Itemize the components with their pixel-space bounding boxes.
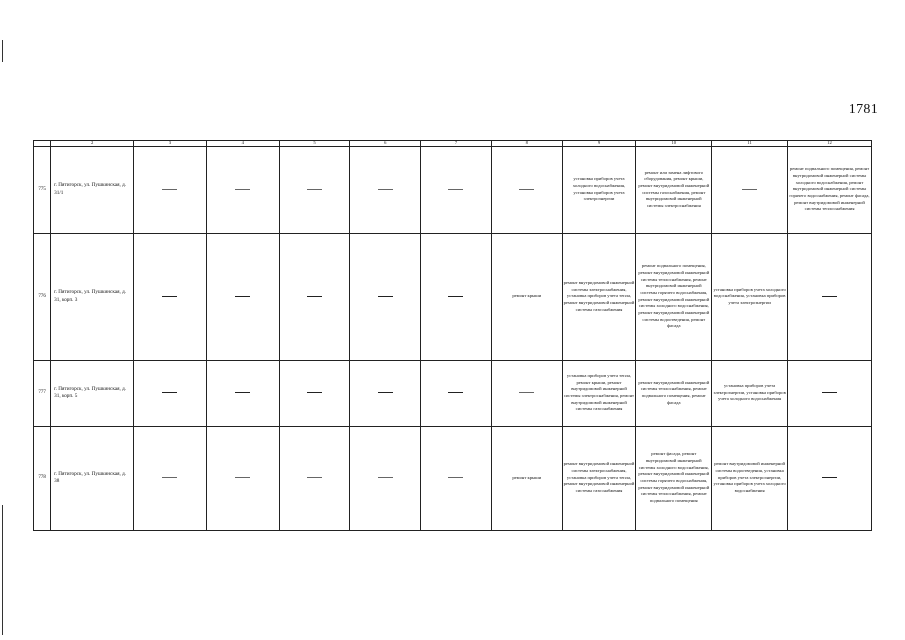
works-col-11: ремонт внутридомовой инженерной системы водоотведения, установка приборов учета электроэнергии, установка приборов учета холодного водоснабжения [712, 426, 788, 530]
row-number: 778 [34, 426, 51, 530]
works-col-12: ремонт подвального помещения, ремонт внутридомовой инженерной системы холодного водоснабжения, ремонт внутридомовой инженерной системы горячего водоснабжения, ремонт фасада, ремонт внутридомовой инженерной системы теплоснабжения [788, 146, 872, 233]
empty-cell-dash [206, 233, 279, 360]
works-col-10: ремонт подвального помещения, ремонт внутридомовой инженерной системы теплоснабжения, ремонт внутридомовой инженерной системы горячего водоснабжения, ремонт внутридомовой инженерной системы холодного водоснабжения, ремонт внутридомовой инженерной системы водоотведения, ремонт фасада [636, 233, 712, 360]
empty-cell-dash [206, 146, 279, 233]
scan-edge-mark-top [2, 40, 3, 62]
column-header-5: 5 [279, 141, 350, 147]
column-header-11: 11 [712, 141, 788, 147]
work-schedule-table [33, 140, 872, 531]
column-header-3: 3 [134, 141, 207, 147]
scan-edge-mark-bottom [2, 505, 3, 635]
empty-cell-dash [206, 360, 279, 426]
column-header-9: 9 [562, 141, 636, 147]
empty-cell-dash [279, 233, 350, 360]
column-header-4: 4 [206, 141, 279, 147]
empty-cell-dash [421, 233, 492, 360]
column-header-8: 8 [491, 141, 562, 147]
empty-cell-dash [134, 233, 207, 360]
row-number: 776 [34, 233, 51, 360]
row-number: 775 [34, 146, 51, 233]
row-address: г. Пятигорск, ул. Пушкинская, д. 31, корп. 3 [51, 233, 134, 360]
table-row [34, 360, 872, 426]
works-col-9: ремонт внутридомовой инженерной системы электроснабжения, установка приборов учета тепла, ремонт внутридомовой инженерной системы газоснабжения [562, 426, 636, 530]
empty-cell-dash [350, 233, 421, 360]
empty-cell-dash [134, 360, 207, 426]
works-col-9: ремонт внутридомовой инженерной системы электроснабжения, установка приборов учета тепла, ремонт внутридомовой инженерной системы газоснабжения [562, 233, 636, 360]
empty-cell-dash [279, 360, 350, 426]
empty-cell-dash [279, 146, 350, 233]
empty-cell-dash [134, 146, 207, 233]
column-header-10: 10 [636, 141, 712, 147]
empty-cell-dash [350, 426, 421, 530]
empty-cell-dash [421, 146, 492, 233]
empty-cell-dash [279, 426, 350, 530]
works-col-8: ремонт крыши [491, 233, 562, 360]
empty-cell-dash [134, 426, 207, 530]
empty-cell-dash [491, 146, 562, 233]
empty-cell-dash [421, 426, 492, 530]
works-col-9: установка приборов учета холодного водоснабжения, установка приборов учета электроэнергии [562, 146, 636, 233]
row-number: 777 [34, 360, 51, 426]
empty-cell-dash [788, 360, 872, 426]
column-header-6: 6 [350, 141, 421, 147]
empty-cell-dash [421, 360, 492, 426]
empty-cell-dash [350, 146, 421, 233]
works-col-8: ремонт крыши [491, 426, 562, 530]
empty-cell-dash [206, 426, 279, 530]
row-address: г. Пятигорск, ул. Пушкинская, д. 31/1 [51, 146, 134, 233]
empty-cell-dash [712, 146, 788, 233]
column-header-2: 2 [51, 141, 134, 147]
empty-cell-dash [350, 360, 421, 426]
empty-cell-dash [788, 233, 872, 360]
table-row [34, 233, 872, 360]
works-col-11: установка приборов учета холодного водоснабжения, установка приборов учета электроэнергии [712, 233, 788, 360]
page-number: 1781 [848, 102, 878, 117]
table-row [34, 146, 872, 233]
empty-cell-dash [788, 426, 872, 530]
works-col-10: ремонт внутридомовой инженерной системы теплоснабжения, ремонт подвального помещения, ремонт фасада [636, 360, 712, 426]
row-address: г. Пятигорск, ул. Пушкинская, д. 31, корп. 5 [51, 360, 134, 426]
empty-cell-dash [491, 360, 562, 426]
works-col-10: ремонт фасада, ремонт внутридомовой инженерной системы холодного водоснабжения, ремонт внутридомовой инженерной системы горячего водоснабжения, ремонт внутридомовой инженерной системы теплоснабжения, ремонт подвального помещения [636, 426, 712, 530]
works-col-11: установка приборов учета электроэнергии, установка приборов учета холодного водоснабжения [712, 360, 788, 426]
table-row [34, 426, 872, 530]
column-header-7: 7 [421, 141, 492, 147]
column-header-12: 12 [788, 141, 872, 147]
works-col-9: установка приборов учета тепла, ремонт крыши, ремонт внутридомовой инженерной системы электроснабжения, ремонт внутридомовой инженерной системы газоснабжения [562, 360, 636, 426]
row-address: г. Пятигорск, ул. Пушкинская, д. 38 [51, 426, 134, 530]
works-col-10: ремонт или замена лифтового оборудования, ремонт крыши, ремонт внутридомовой инженерной системы газоснабжения, ремонт внутридомовой инженерной системы электроснабжения [636, 146, 712, 233]
